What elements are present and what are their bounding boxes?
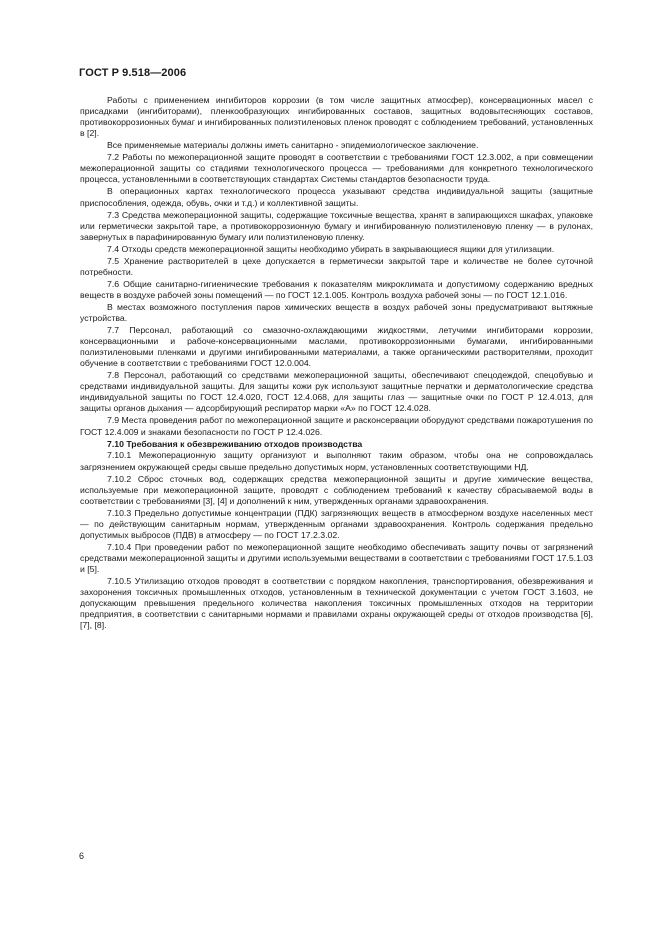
document-body xyxy=(80,95,593,632)
paragraph: 7.5 Хранение растворителей в цехе допускается в герметически закрытой таре и количестве не более суточной потребности. xyxy=(80,255,593,277)
paragraph: В операционных картах технологического процесса указывают средства индивидуальной защиты (защитные приспособления, одежда, обувь, очки и т.д.) и коллективной защиты. xyxy=(80,186,593,208)
paragraph: 7.7 Персонал, работающий со смазочно-охлаждающими жидкостями, летучими ингибиторами коррозии, консервационными и рабоче-консервационными маслами, противокоррозионными бумагами, ингибированными полиэтиленовыми пленками и другими ингибированными материалами, а также органическими растворителями, проходит обучение в соответствии с требованиями ГОСТ 12.0.004. xyxy=(80,324,593,369)
paragraph: 7.9 Места проведения работ по межоперационной защите и расконсервации оборудуют средствами пожаротушения по ГОСТ 12.4.009 и знаками безопасности по ГОСТ Р 12.4.026. xyxy=(80,415,593,437)
paragraph: Работы с применением ингибиторов коррозии (в том числе защитных атмосфер), консервационных масел с присадками (ингибиторами), пленкообразующих ингибированных составов, защитных водовытесняющих составов, противокоррозионных бумаг и ингибированных полиэтиленовых пленок проводят с соблюдением требований, установленных в [2]. xyxy=(80,95,593,139)
paragraph: 7.3 Средства межоперационной защиты, содержащие токсичные вещества, хранят в запирающихся шкафах, упаковке или герметически закрытой таре, а противокоррозионную бумагу и ингибированную полиэтиленовую пленку — в рулонах, завернутых в парафинированную бумагу или полиэтиленовую пленку. xyxy=(80,209,593,242)
paragraph: 7.10.3 Предельно допустимые концентрации (ПДК) загрязняющих веществ в атмосферном воздухе населенных мест — по действующим санитарным нормам, утвержденным органами здравоохранения. Контроль содержания предельно допустимых выбросов (ПДВ) в атмосферу — по ГОСТ 17.2.3.02. xyxy=(80,507,593,540)
paragraph: Все применяемые материалы должны иметь санитарно - эпидемиологическое заключение. xyxy=(107,140,479,151)
paragraph: 7.4 Отходы средств межоперационной защиты необходимо убирать в закрывающиеся ящики для утилизации. xyxy=(107,243,555,254)
paragraph: В местах возможного поступления паров химических веществ в воздух рабочей зоны предусматривают вытяжные устройства. xyxy=(80,301,593,323)
paragraph: 7.10.1 Межоперационную защиту организуют и выполняют таким образом, чтобы она не сопровождалась загрязнением окружающей среды свыше предельно допустимых норм, установленных соответствующими НД. xyxy=(80,450,593,472)
page-number: 6 xyxy=(79,851,85,861)
paragraph: 7.10.2 Сброс сточных вод, содержащих средства межоперационной защиты и другие химические вещества, используемые при межоперационной защите, проводят с соблюдением требований к качеству сбрасываемой воды в соответствии с требованиями [3], [4] и дополнений к ним, утвержденных органами здравоохранения. xyxy=(80,473,593,506)
document-header: ГОСТ Р 9.518—2006 xyxy=(79,67,187,79)
paragraph: 7.8 Персонал, работающий со средствами межоперационной защиты, обеспечивают спецодеждой, спецобувью и средствами индивидуальной защиты. Для защиты кожи рук используют защитные перчатки и дерматологические средства индивидуальной защиты по ГОСТ 12.4.020, ГОСТ 12.4.068, для защиты глаз — защитные очки по ГОСТ Р 12.4.013, для защиты органов дыхания — адсорбирующий респиратор марки «А» по ГОСТ 12.4.028. xyxy=(80,370,593,414)
section-heading: 7.10 Требования к обезвреживанию отходов производства xyxy=(107,438,363,449)
paragraph: 7.2 Работы по межоперационной защите проводят в соответствии с требованиями ГОСТ 12.3.002, а при совмещении межоперационной защиты со стадиями технологического процесса — требованиями для конкретного технологического процесса, установленными в соответствующих стандартах Системы стандартов безопасности труда. xyxy=(80,152,593,185)
paragraph: 7.10.4 При проведении работ по межоперационной защите необходимо обеспечивать защиту почвы от загрязнений средствами межоперационной защиты и другими используемыми веществами в соответствии с требованиями ГОСТ 17.5.1.03 и [5]. xyxy=(80,541,593,575)
paragraph: 7.10.5 Утилизацию отходов проводят в соответствии с порядком накопления, транспортирования, обезвреживания и захоронения токсичных промышленных отходов, установленным в технической документации с учетом ГОСТ 3.1603, не допускающим превышения предельного количества накопления токсичных промышленных отходов на территории предприятия, в соответствии с санитарными нормами и правилами охраны окружающей среды от отходов производства [6], [7], [8]. xyxy=(80,576,593,631)
paragraph: 7.6 Общие санитарно-гигиенические требования к показателям микроклимата и допустимому содержанию вредных веществ в воздухе рабочей зоны помещений — по ГОСТ 12.1.005. Контроль воздуха рабочей зоны — по ГОСТ 12.1.016. xyxy=(80,278,593,300)
